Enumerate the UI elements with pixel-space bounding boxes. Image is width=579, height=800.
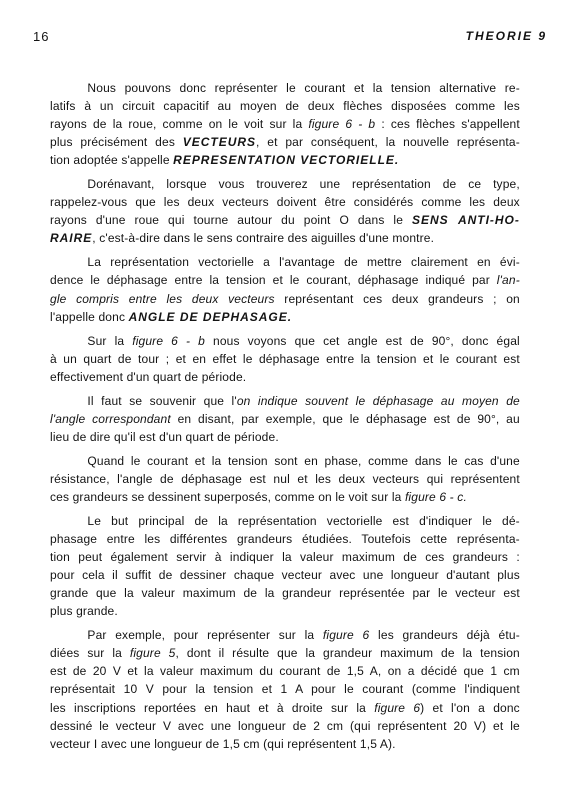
text-line xyxy=(50,211,557,229)
text-run: tion peut également servir à indiquer la valeur maximum de ces grandeurs : xyxy=(50,550,520,565)
text-run: à un quart de tour ; et en effet le déphasage entre la tension et le courant est xyxy=(50,351,520,366)
text-run: plus grande. xyxy=(50,604,118,619)
running-title: THEORIE 9 xyxy=(465,29,547,43)
emphasis-term: RAIRE xyxy=(50,231,93,246)
text-line xyxy=(50,488,557,506)
paragraph xyxy=(50,392,557,446)
text-run: lieu de dire qu'il est d'un quart de période. xyxy=(50,429,279,444)
text-line xyxy=(50,662,557,680)
text-run: Quand le courant et la tension sont en phase, comme dans le cas d'une xyxy=(87,453,520,468)
text-run: est de 20 V et la valeur maximum du courant de 1,5 A, on a décidé que 1 cm xyxy=(50,664,520,679)
paragraph xyxy=(50,175,557,247)
italic-run: figure 5 xyxy=(129,646,176,661)
text-run: La représentation vectorielle a l'avantage de mettre clairement en évi- xyxy=(87,255,520,270)
text-run: phasage entre les différentes grandeurs étudiées. Toutefois cette représenta- xyxy=(50,532,520,547)
text-run: ces grandeurs se dessinent superposés, comme on le voit sur la xyxy=(50,489,405,504)
text-run: en disant, par exemple, que le déphasage est de 90°, au xyxy=(170,411,520,426)
text-line xyxy=(50,699,557,717)
text-line xyxy=(50,680,557,698)
text-line xyxy=(50,410,557,428)
text-line xyxy=(50,290,557,308)
text-line xyxy=(50,626,557,644)
text-line xyxy=(50,229,557,247)
text-run: dessiné le vecteur V avec une longueur de 2 cm (qui représentent 20 V) et le xyxy=(50,718,520,733)
italic-run: l'angle correspondant xyxy=(50,411,171,426)
text-line xyxy=(50,548,557,566)
text-line xyxy=(50,193,557,211)
text-run: : ces flèches s'appellent xyxy=(375,117,520,132)
paragraph xyxy=(50,253,557,325)
paragraph xyxy=(50,452,557,506)
text-line xyxy=(50,133,557,151)
emphasis-term: SENS ANTI-HO- xyxy=(411,213,520,228)
text-run: nous voyons que cet angle est de 90°, donc égal xyxy=(204,333,520,348)
italic-run: figure 6 xyxy=(374,700,421,715)
text-run: résistance, l'angle de déphasage est nul et les deux vecteurs qui représentent xyxy=(50,471,520,486)
text-line xyxy=(50,530,557,548)
text-run: grande que la valeur maximum de la grandeur représentée par le vecteur est xyxy=(50,586,520,601)
paragraph xyxy=(50,332,557,386)
text-run: ) et l'on a donc xyxy=(420,700,520,715)
text-line xyxy=(50,115,557,133)
text-run: , dont il résulte que la grandeur maximum de la tension xyxy=(175,646,520,661)
text-line xyxy=(50,350,557,368)
text-line xyxy=(50,151,557,169)
paragraph xyxy=(50,79,557,169)
text-line xyxy=(50,253,557,271)
italic-run: l'an- xyxy=(496,273,520,288)
text-run: rayons d'une roue qui tourne autour du point O dans le xyxy=(50,213,412,228)
text-run: Par exemple, pour représenter sur la xyxy=(87,628,323,643)
italic-run: figure 6 - c. xyxy=(404,489,467,504)
emphasis-term: REPRESENTATION VECTORIELLE. xyxy=(173,153,400,168)
text-line xyxy=(50,308,557,326)
text-line xyxy=(50,332,557,350)
text-line xyxy=(50,97,557,115)
text-line xyxy=(50,428,557,446)
emphasis-term: VECTEURS xyxy=(182,135,257,150)
text-run: , c'est-à-dire dans le sens contraire des aiguilles d'une montre. xyxy=(92,231,435,246)
text-line xyxy=(50,271,557,289)
paragraph xyxy=(50,626,557,752)
text-run: pour cela il suffit de dessiner chaque vecteur avec une longueur d'autant plus xyxy=(50,568,520,583)
body-text xyxy=(50,79,557,759)
text-line xyxy=(50,512,557,530)
text-run: Dorénavant, lorsque vous trouverez une représentation de ce type, xyxy=(87,177,520,192)
italic-run: figure 6 - b xyxy=(132,333,205,348)
text-line xyxy=(50,392,557,410)
italic-run: on indique souvent le déphasage au moyen de xyxy=(236,393,520,408)
page-number: 16 xyxy=(33,29,50,44)
text-run: les inscriptions reportées en haut et à droite sur la xyxy=(50,700,375,715)
text-line xyxy=(50,717,557,735)
text-line xyxy=(50,602,557,620)
text-line xyxy=(50,79,557,97)
text-run: tion adoptée s'appelle xyxy=(50,153,174,168)
text-line xyxy=(50,584,557,602)
text-line xyxy=(50,368,557,386)
text-line xyxy=(50,175,557,193)
text-run: Nous pouvons donc représenter le courant et la tension alternative re- xyxy=(87,81,520,95)
text-run: rayons de la roue, comme on le voit sur la xyxy=(50,117,309,132)
text-run: latifs à un circuit capacitif au moyen de deux flèches disposées comme les xyxy=(50,99,520,114)
text-run: diées sur la xyxy=(50,646,130,661)
text-line xyxy=(50,566,557,584)
text-run: Le but principal de la représentation vectorielle est d'indiquer le dé- xyxy=(87,514,520,529)
text-run: vecteur I avec une longueur de 1,5 cm (qui représentent 1,5 A). xyxy=(50,736,396,751)
text-run: l'appelle donc xyxy=(50,309,129,324)
text-line xyxy=(50,644,557,662)
italic-run: figure 6 - b xyxy=(308,117,376,132)
text-run: , et par conséquent, la nouvelle représenta- xyxy=(256,135,520,150)
text-run: Il faut se souvenir que l' xyxy=(87,393,237,408)
emphasis-term: ANGLE DE DEPHASAGE. xyxy=(128,309,293,324)
text-run: représentant ces deux grandeurs ; on xyxy=(274,291,520,306)
text-run: dence le déphasage entre la tension et le courant, déphasage indiqué par xyxy=(50,273,497,288)
paragraph xyxy=(50,512,557,620)
text-line xyxy=(50,470,557,488)
italic-run: gle compris entre les deux vecteurs xyxy=(50,291,275,306)
text-run: représentait 10 V pour la tension et 1 A pour le courant (comme l'indiquent xyxy=(50,682,520,697)
text-run: effectivement d'un quart de période. xyxy=(50,369,247,384)
italic-run: figure 6 xyxy=(322,628,370,643)
text-run: Sur la xyxy=(87,333,133,348)
text-run: rappelez-vous que les deux vecteurs doivent être considérés comme les deux xyxy=(50,195,520,210)
text-run: les grandeurs déjà étu- xyxy=(369,628,520,643)
text-line xyxy=(50,452,557,470)
text-line xyxy=(50,735,557,753)
text-run: plus précisément des xyxy=(50,135,183,150)
